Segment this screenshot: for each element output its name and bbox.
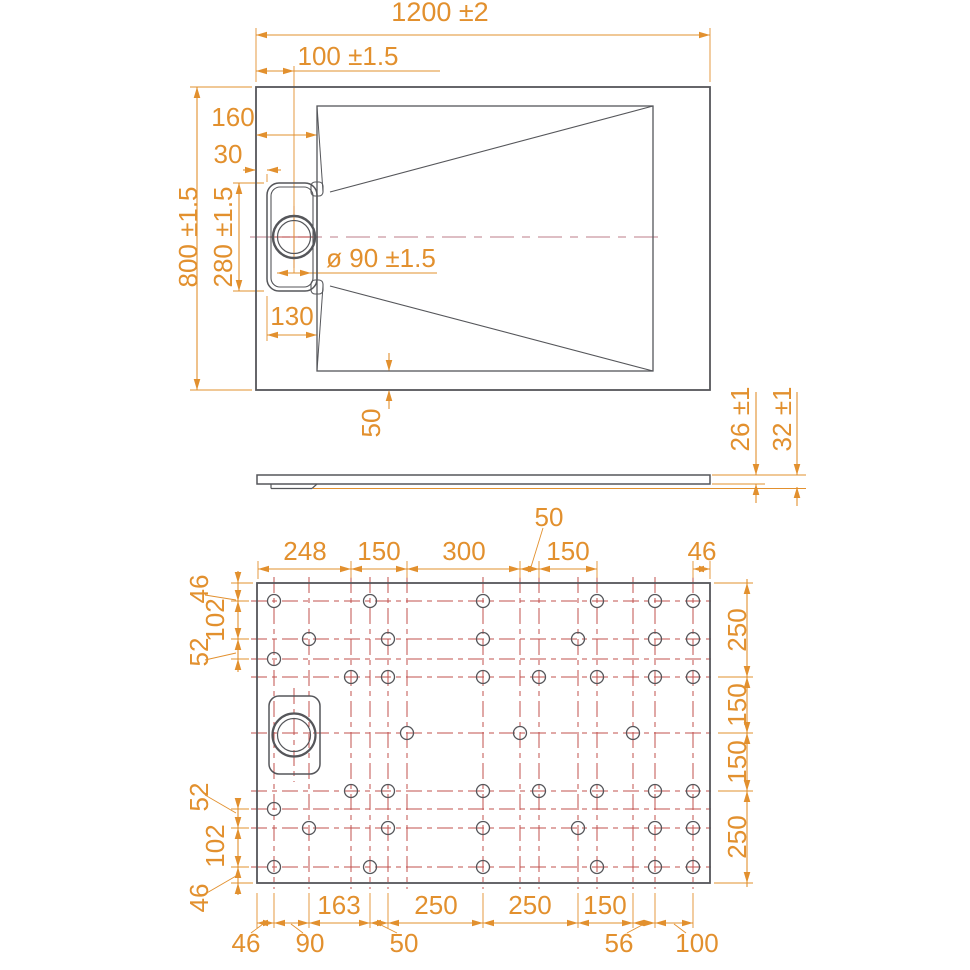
part-line	[317, 286, 323, 371]
dimension-arrow	[633, 920, 644, 927]
dimension-label: 150	[583, 890, 627, 920]
dimension-arrow	[235, 590, 242, 601]
dimension-arrow	[753, 464, 760, 475]
dimension-arrow	[388, 920, 399, 927]
dimension-arrow	[245, 167, 256, 174]
part-line	[330, 286, 653, 371]
part-outline	[317, 106, 653, 371]
dimension-label: 1200 ±2	[391, 0, 489, 27]
dimension-arrow	[753, 484, 760, 495]
part-line	[317, 106, 323, 192]
dimension-arrow	[283, 68, 294, 75]
dimension-label: 46	[184, 883, 214, 913]
dimension-label: 46	[231, 928, 261, 958]
dimension-arrow	[235, 798, 242, 809]
dimension-arrow	[256, 68, 267, 75]
dimension-label: 52	[184, 782, 214, 812]
dimension-label: 250	[722, 608, 752, 652]
dimension-arrow	[235, 628, 242, 639]
dimension-arrow	[235, 659, 242, 670]
dimension-arrow	[472, 920, 483, 927]
dimension-label: 250	[508, 890, 552, 920]
dimension-arrow	[235, 601, 242, 612]
dimension-arrow	[586, 566, 597, 573]
dimension-arrow	[194, 379, 201, 390]
dimension-arrow	[483, 920, 494, 927]
part-outline	[257, 475, 710, 484]
dimension-label: 50	[534, 502, 564, 532]
dimension-arrow	[699, 566, 710, 573]
dimension-label: 150	[357, 536, 401, 566]
dimension-arrow	[567, 920, 578, 927]
dimension-arrow	[794, 464, 801, 475]
part-line	[330, 106, 653, 192]
dimension-arrow	[274, 920, 285, 927]
dimension-arrow	[194, 87, 201, 98]
dimension-label: 102	[200, 824, 230, 868]
dimension-arrow	[235, 817, 242, 828]
dimension-arrow	[386, 390, 393, 401]
dimension-label: 280 ±1.5	[208, 186, 238, 288]
dimension-arrow	[235, 828, 242, 839]
dimension-arrow	[256, 132, 267, 139]
dimension-arrow	[744, 791, 751, 802]
dimension-label: 800 ±1.5	[173, 186, 203, 288]
dimension-arrow	[235, 572, 242, 583]
dimension-arrow	[682, 920, 693, 927]
dimension-arrow	[407, 566, 418, 573]
dimension-arrow	[351, 566, 362, 573]
dimension-label: 163	[317, 890, 361, 920]
dimension-line	[531, 528, 543, 567]
dimension-label: 150	[722, 740, 752, 784]
dimension-arrow	[655, 920, 666, 927]
dimension-label: 300	[442, 536, 486, 566]
dimension-arrow	[509, 566, 520, 573]
dimension-label: 46	[687, 536, 717, 566]
dimension-label: 50	[356, 408, 386, 438]
dimension-arrow	[539, 566, 550, 573]
dimension-arrow	[309, 920, 320, 927]
dimension-arrow	[306, 332, 317, 339]
dimension-label: 130	[270, 301, 314, 331]
dimension-arrow	[528, 566, 539, 573]
dimension-label: 100	[675, 928, 719, 958]
dimension-arrow	[263, 920, 274, 927]
dimension-arrow	[267, 167, 278, 174]
dimension-arrow	[578, 920, 589, 927]
dimension-arrow	[386, 360, 393, 371]
dimension-label: 102	[200, 598, 230, 642]
dimension-arrow	[235, 883, 242, 894]
dimension-label: 90	[295, 928, 325, 958]
dimension-label: 52	[184, 637, 214, 667]
dimension-arrow	[340, 566, 351, 573]
dimension-arrow	[235, 639, 242, 650]
dimension-arrow	[258, 566, 269, 573]
dimension-label: 26 ±1	[725, 386, 755, 452]
dimension-label: ø 90 ±1.5	[326, 243, 436, 273]
part-outline	[256, 87, 710, 390]
dimension-arrow	[644, 920, 655, 927]
dimension-label: 46	[184, 574, 214, 604]
dimension-label: 250	[722, 815, 752, 859]
dimension-arrow	[396, 566, 407, 573]
dimension-arrow	[235, 856, 242, 867]
dimension-arrow	[622, 920, 633, 927]
dimension-label: 248	[283, 536, 327, 566]
dimension-label: 150	[722, 683, 752, 727]
dimension-arrow	[298, 920, 309, 927]
dimension-label: 56	[604, 928, 634, 958]
dimension-label: 150	[546, 536, 590, 566]
dimension-label: 160	[211, 102, 255, 132]
dimension-arrow	[235, 867, 242, 878]
dimension-label: 250	[414, 890, 458, 920]
dimension-label: 50	[389, 928, 419, 958]
dimension-arrow	[699, 32, 710, 39]
dimension-arrow	[267, 332, 278, 339]
dimension-arrow	[359, 920, 370, 927]
dimension-arrow	[300, 270, 311, 277]
dimension-label: 32 ±1	[767, 386, 797, 452]
dimension-label: 30	[213, 139, 243, 169]
dimension-arrow	[306, 132, 317, 139]
dimension-arrow	[744, 872, 751, 883]
dimension-arrow	[277, 270, 288, 277]
dimension-arrow	[256, 32, 267, 39]
dimension-arrow	[744, 666, 751, 677]
dimension-arrow	[744, 583, 751, 594]
dimension-label: 100 ±1.5	[297, 41, 399, 71]
